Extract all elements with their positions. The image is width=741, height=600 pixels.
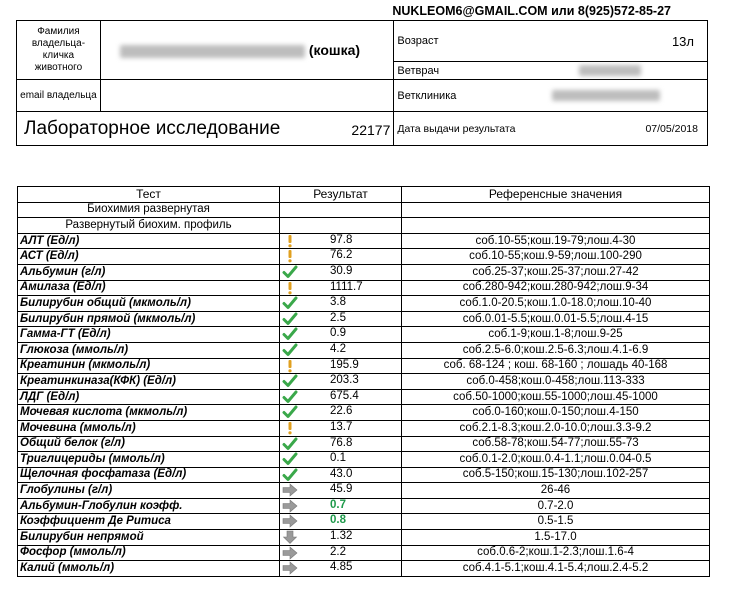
result-value: 4.2 bbox=[330, 342, 346, 355]
clinic-label: Ветклиника bbox=[397, 89, 457, 102]
contact-phone: 8(925)572-85-27 bbox=[577, 4, 671, 18]
age-label: Возраст bbox=[397, 35, 439, 47]
warning-exclamation-icon bbox=[282, 234, 298, 248]
test-name: Гамма-ГТ (Ед/л) bbox=[18, 327, 280, 343]
redacted-clinic-name bbox=[552, 90, 660, 101]
result-cell bbox=[280, 264, 402, 280]
section-title-biochemistry: Биохимия развернутая bbox=[18, 202, 280, 218]
result-cell bbox=[280, 358, 402, 374]
arrow-right-icon bbox=[282, 561, 298, 575]
warning-exclamation-icon bbox=[282, 249, 298, 263]
result-cell bbox=[280, 498, 402, 514]
result-value: 1.32 bbox=[330, 530, 353, 543]
warning-exclamation-icon bbox=[282, 359, 298, 373]
result-value: 22.6 bbox=[330, 405, 353, 418]
contact-email: NUKLEOM6@GMAIL.COM bbox=[392, 4, 548, 18]
test-name: ЛДГ (Ед/л) bbox=[18, 389, 280, 405]
table-row bbox=[18, 342, 710, 358]
vet-label: Ветврач bbox=[397, 64, 440, 77]
email-owner-label: email владельца bbox=[17, 80, 101, 112]
result-value: 43.0 bbox=[330, 467, 353, 480]
arrow-right-icon bbox=[282, 499, 298, 513]
arrow-down-icon bbox=[282, 530, 298, 544]
check-icon bbox=[282, 265, 298, 279]
date-cell bbox=[394, 112, 708, 146]
result-cell bbox=[280, 327, 402, 343]
result-value: 0.1 bbox=[330, 452, 346, 465]
result-value: 4.85 bbox=[330, 561, 353, 574]
table-row bbox=[18, 530, 710, 546]
table-row bbox=[18, 405, 710, 421]
result-cell bbox=[280, 452, 402, 468]
table-row bbox=[18, 561, 710, 577]
test-name: Глобулины (г/л) bbox=[18, 483, 280, 499]
check-icon bbox=[282, 343, 298, 357]
owner-label: Фамилия владельца-кличка животного bbox=[17, 21, 101, 80]
contact-line bbox=[392, 4, 671, 18]
check-icon bbox=[282, 452, 298, 466]
reference-range: соб.1.0-20.5;кош.1.0-18.0;лош.10-40 bbox=[402, 296, 710, 312]
test-name: Альбумин-Глобулин коэфф. bbox=[18, 498, 280, 514]
empty-cell bbox=[402, 202, 710, 218]
empty-cell bbox=[402, 218, 710, 234]
table-row bbox=[18, 498, 710, 514]
table-row bbox=[18, 280, 710, 296]
result-cell bbox=[280, 483, 402, 499]
table-row bbox=[18, 264, 710, 280]
reference-range: соб.2.1-8.3;кош.2.0-10.0;лош.3.3-9.2 bbox=[402, 420, 710, 436]
column-header-reference: Референсные значения bbox=[402, 187, 710, 203]
check-icon bbox=[282, 374, 298, 388]
test-name: Фосфор (ммоль/л) bbox=[18, 545, 280, 561]
result-cell bbox=[280, 374, 402, 390]
clinic-cell bbox=[394, 80, 708, 112]
table-row bbox=[18, 436, 710, 452]
result-value: 2.2 bbox=[330, 545, 346, 558]
reference-range: соб.50-1000;кош.55-1000;лош.45-1000 bbox=[402, 389, 710, 405]
reference-range: соб.4.1-5.1;кош.4.1-5.4;лош.2.4-5.2 bbox=[402, 561, 710, 577]
table-row bbox=[18, 358, 710, 374]
reference-range: соб.0-160;кош.0-150;лош.4-150 bbox=[402, 405, 710, 421]
redacted-vet-name bbox=[579, 65, 641, 76]
test-name: Коэффициент Де Ритиса bbox=[18, 514, 280, 530]
result-cell bbox=[280, 467, 402, 483]
test-name: АЛТ (Ед/л) bbox=[18, 233, 280, 249]
table-row bbox=[18, 249, 710, 265]
result-cell bbox=[280, 514, 402, 530]
arrow-right-icon bbox=[282, 546, 298, 560]
column-header-result: Результат bbox=[280, 187, 402, 203]
table-row bbox=[18, 327, 710, 343]
date-value: 07/05/2018 bbox=[645, 122, 698, 135]
result-value: 76.2 bbox=[330, 249, 353, 262]
reference-range: соб.2.5-6.0;кош.2.5-6.3;лош.4.1-6.9 bbox=[402, 342, 710, 358]
check-icon bbox=[282, 405, 298, 419]
reference-range: соб.1-9;кош.1-8;лош.9-25 bbox=[402, 327, 710, 343]
result-cell bbox=[280, 296, 402, 312]
result-cell bbox=[280, 280, 402, 296]
reference-range: соб.0.01-5.5;кош.0.01-5.5;лош.4-15 bbox=[402, 311, 710, 327]
table-row bbox=[18, 545, 710, 561]
test-name: Креатинкиназа(КФК) (Ед/л) bbox=[18, 374, 280, 390]
test-name: Креатинин (мкмоль/л) bbox=[18, 358, 280, 374]
check-icon bbox=[282, 327, 298, 341]
check-icon bbox=[282, 390, 298, 404]
result-value: 45.9 bbox=[330, 483, 353, 496]
result-value: 0.9 bbox=[330, 327, 346, 340]
table-row bbox=[18, 233, 710, 249]
result-value: 0.8 bbox=[330, 514, 346, 527]
test-name: Мочевина (ммоль/л) bbox=[18, 420, 280, 436]
reference-range: 1.5-17.0 bbox=[402, 530, 710, 546]
date-label: Дата выдачи результата bbox=[397, 122, 516, 135]
reference-range: соб.0-458;кош.0-458;лош.113-333 bbox=[402, 374, 710, 390]
species-label: (кошка) bbox=[308, 41, 361, 58]
check-icon bbox=[282, 296, 298, 310]
column-header-test: Тест bbox=[18, 187, 280, 203]
section-title-profile: Развернутый биохим. профиль bbox=[18, 218, 280, 234]
reference-range: соб.10-55;кош.9-59;лош.100-290 bbox=[402, 249, 710, 265]
table-row bbox=[18, 420, 710, 436]
table-row bbox=[18, 389, 710, 405]
result-cell bbox=[280, 420, 402, 436]
result-cell bbox=[280, 342, 402, 358]
redacted-owner-name bbox=[120, 45, 305, 58]
result-cell bbox=[280, 389, 402, 405]
result-value: 76.8 bbox=[330, 436, 353, 449]
table-row bbox=[18, 483, 710, 499]
table-row bbox=[18, 467, 710, 483]
reference-range: 0.5-1.5 bbox=[402, 514, 710, 530]
empty-cell bbox=[280, 202, 402, 218]
test-name: Билирубин непрямой bbox=[18, 530, 280, 546]
arrow-right-icon bbox=[282, 483, 298, 497]
arrow-right-icon bbox=[282, 514, 298, 528]
result-value: 675.4 bbox=[330, 389, 359, 402]
test-name: АСТ (Ед/л) bbox=[18, 249, 280, 265]
empty-cell bbox=[280, 218, 402, 234]
owner-name-cell bbox=[100, 21, 394, 80]
test-name: Мочевая кислота (мкмоль/л) bbox=[18, 405, 280, 421]
header-table bbox=[16, 20, 708, 146]
reference-range: соб.0.1-2.0;кош.0.4-1.1;лош.0.04-0.5 bbox=[402, 452, 710, 468]
result-value: 1111.7 bbox=[330, 280, 363, 293]
table-row bbox=[18, 311, 710, 327]
reference-range: соб.280-942;кош.280-942;лош.9-34 bbox=[402, 280, 710, 296]
result-value: 97.8 bbox=[330, 233, 353, 246]
warning-exclamation-icon bbox=[282, 421, 298, 435]
result-cell bbox=[280, 561, 402, 577]
test-name: Альбумин (г/л) bbox=[18, 264, 280, 280]
result-value: 30.9 bbox=[330, 264, 353, 277]
result-cell bbox=[280, 436, 402, 452]
reference-range: 0.7-2.0 bbox=[402, 498, 710, 514]
table-row bbox=[18, 296, 710, 312]
reference-range: соб.5-150;кош.15-130;лош.102-257 bbox=[402, 467, 710, 483]
check-icon bbox=[282, 312, 298, 326]
reference-range: соб.25-37;кош.25-37;лош.27-42 bbox=[402, 264, 710, 280]
age-cell bbox=[394, 21, 708, 80]
email-owner-value bbox=[100, 80, 394, 112]
lab-title-cell bbox=[17, 112, 394, 146]
test-name: Билирубин прямой (мкмоль/л) bbox=[18, 311, 280, 327]
result-value: 195.9 bbox=[330, 358, 359, 371]
results-table bbox=[17, 186, 710, 577]
result-value: 13.7 bbox=[330, 420, 353, 433]
reference-range: соб.58-78;кош.54-77;лош.55-73 bbox=[402, 436, 710, 452]
reference-range: соб. 68-124 ; кош. 68-160 ; лошадь 40-168 bbox=[402, 358, 710, 374]
table-row bbox=[18, 514, 710, 530]
result-value: 203.3 bbox=[330, 374, 359, 387]
test-name: Общий белок (г/л) bbox=[18, 436, 280, 452]
result-cell bbox=[280, 311, 402, 327]
test-name: Глюкоза (ммоль/л) bbox=[18, 342, 280, 358]
lab-number: 22177 bbox=[351, 121, 391, 138]
check-icon bbox=[282, 437, 298, 451]
test-name: Триглицериды (ммоль/л) bbox=[18, 452, 280, 468]
contact-or: или bbox=[551, 4, 575, 18]
table-row bbox=[18, 374, 710, 390]
age-value: 13л bbox=[671, 33, 694, 49]
check-icon bbox=[282, 468, 298, 482]
test-name: Калий (ммоль/л) bbox=[18, 561, 280, 577]
table-row bbox=[18, 452, 710, 468]
reference-range: 26-46 bbox=[402, 483, 710, 499]
warning-exclamation-icon bbox=[282, 281, 298, 295]
result-cell bbox=[280, 249, 402, 265]
result-cell bbox=[280, 545, 402, 561]
test-name: Щелочная фосфатаза (Ед/л) bbox=[18, 467, 280, 483]
test-name: Билирубин общий (мкмоль/л) bbox=[18, 296, 280, 312]
reference-range: соб.10-55;кош.19-79;лош.4-30 bbox=[402, 233, 710, 249]
result-cell bbox=[280, 530, 402, 546]
result-value: 3.8 bbox=[330, 296, 346, 309]
lab-title: Лабораторное исследование bbox=[24, 117, 281, 139]
reference-range: соб.0.6-2;кош.1-2.3;лош.1.6-4 bbox=[402, 545, 710, 561]
result-cell bbox=[280, 405, 402, 421]
result-value: 0.7 bbox=[330, 498, 346, 511]
result-value: 2.5 bbox=[330, 311, 346, 324]
test-name: Амилаза (Ед/л) bbox=[18, 280, 280, 296]
result-cell bbox=[280, 233, 402, 249]
